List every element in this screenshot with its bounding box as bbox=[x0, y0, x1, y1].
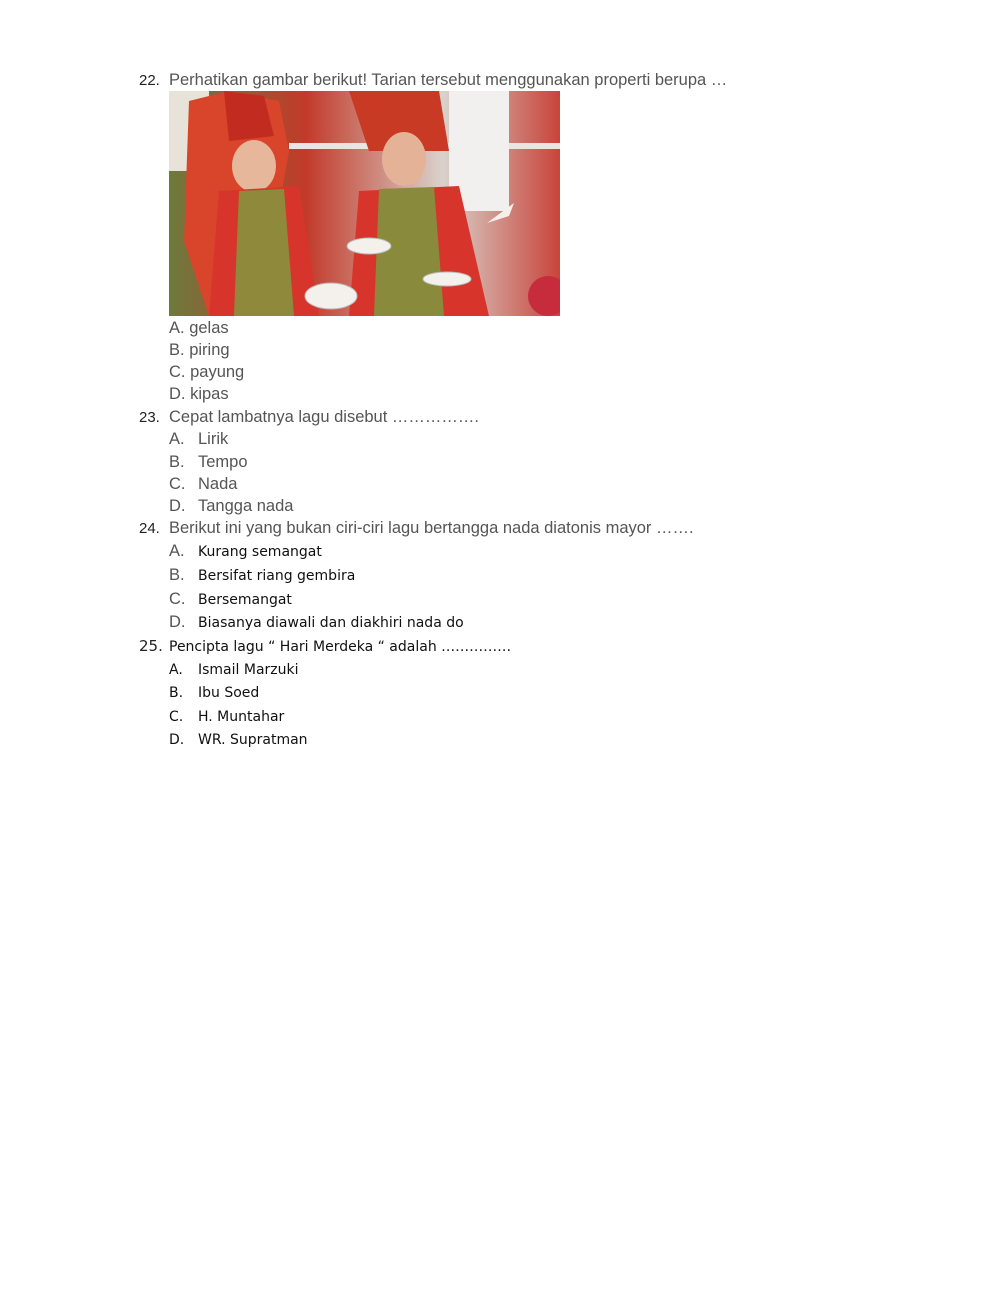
option-24-a[interactable] bbox=[169, 541, 322, 562]
option-23-c[interactable] bbox=[169, 474, 237, 494]
option-letter: A. bbox=[169, 430, 185, 448]
option-letter: B. bbox=[169, 341, 185, 359]
question-number: 25. bbox=[139, 637, 163, 655]
question-23 bbox=[139, 407, 479, 428]
option-text: Tangga nada bbox=[198, 497, 294, 515]
option-letter: C. bbox=[169, 709, 184, 725]
dancers-image-icon bbox=[169, 91, 560, 316]
option-22-c[interactable] bbox=[169, 362, 244, 382]
question-text: Perhatikan gambar berikut! Tarian tersebut menggunakan properti berupa … bbox=[169, 71, 728, 89]
option-23-a[interactable] bbox=[169, 429, 228, 449]
option-text: Kurang semangat bbox=[198, 544, 322, 560]
option-letter: A. bbox=[169, 662, 183, 678]
option-text: H. Muntahar bbox=[198, 709, 285, 725]
option-letter: D. bbox=[169, 385, 186, 403]
question-25 bbox=[139, 636, 511, 657]
question-text: Pencipta lagu “ Hari Merdeka “ adalah …………… bbox=[169, 639, 512, 655]
question-number: 22. bbox=[139, 72, 160, 89]
option-25-c[interactable] bbox=[169, 707, 284, 727]
option-letter: D. bbox=[169, 613, 186, 631]
question-text: Berikut ini yang bukan ciri-ciri lagu bertangga nada diatonis mayor ……. bbox=[169, 519, 694, 537]
option-22-a[interactable] bbox=[169, 318, 229, 338]
dance-photo bbox=[169, 91, 560, 316]
option-23-b[interactable] bbox=[169, 452, 248, 472]
option-text: payung bbox=[190, 363, 245, 381]
option-24-d[interactable] bbox=[169, 612, 464, 633]
option-letter: B. bbox=[169, 685, 184, 701]
option-text: gelas bbox=[189, 319, 229, 337]
option-25-a[interactable] bbox=[169, 660, 299, 680]
option-text: piring bbox=[189, 341, 230, 359]
option-letter: B. bbox=[169, 566, 185, 584]
option-24-b[interactable] bbox=[169, 565, 355, 586]
option-text: Bersifat riang gembira bbox=[198, 568, 356, 584]
option-text: Tempo bbox=[198, 453, 248, 471]
option-letter: A. bbox=[169, 319, 185, 337]
question-text: Cepat lambatnya lagu disebut ……………. bbox=[169, 408, 479, 426]
option-letter: C. bbox=[169, 475, 186, 493]
option-letter: C. bbox=[169, 363, 186, 381]
option-letter: B. bbox=[169, 453, 185, 471]
question-24 bbox=[139, 518, 694, 539]
option-text: Biasanya diawali dan diakhiri nada do bbox=[198, 615, 464, 631]
option-letter: C. bbox=[169, 590, 186, 608]
question-number: 24. bbox=[139, 520, 160, 537]
option-letter: D. bbox=[169, 497, 186, 515]
option-letter: D. bbox=[169, 732, 185, 748]
option-text: Nada bbox=[198, 475, 238, 493]
option-23-d[interactable] bbox=[169, 496, 293, 516]
question-22 bbox=[139, 70, 727, 91]
option-letter: A. bbox=[169, 542, 185, 560]
option-22-d[interactable] bbox=[169, 384, 229, 404]
option-25-d[interactable] bbox=[169, 730, 308, 750]
option-text: Ismail Marzuki bbox=[198, 662, 299, 678]
option-text: Lirik bbox=[198, 430, 229, 448]
option-text: Bersemangat bbox=[198, 592, 292, 608]
option-24-c[interactable] bbox=[169, 589, 292, 610]
option-22-b[interactable] bbox=[169, 340, 230, 360]
question-number: 23. bbox=[139, 409, 160, 426]
option-25-b[interactable] bbox=[169, 683, 259, 703]
option-text: Ibu Soed bbox=[198, 685, 260, 701]
option-text: kipas bbox=[190, 385, 229, 403]
option-text: WR. Supratman bbox=[198, 732, 308, 748]
